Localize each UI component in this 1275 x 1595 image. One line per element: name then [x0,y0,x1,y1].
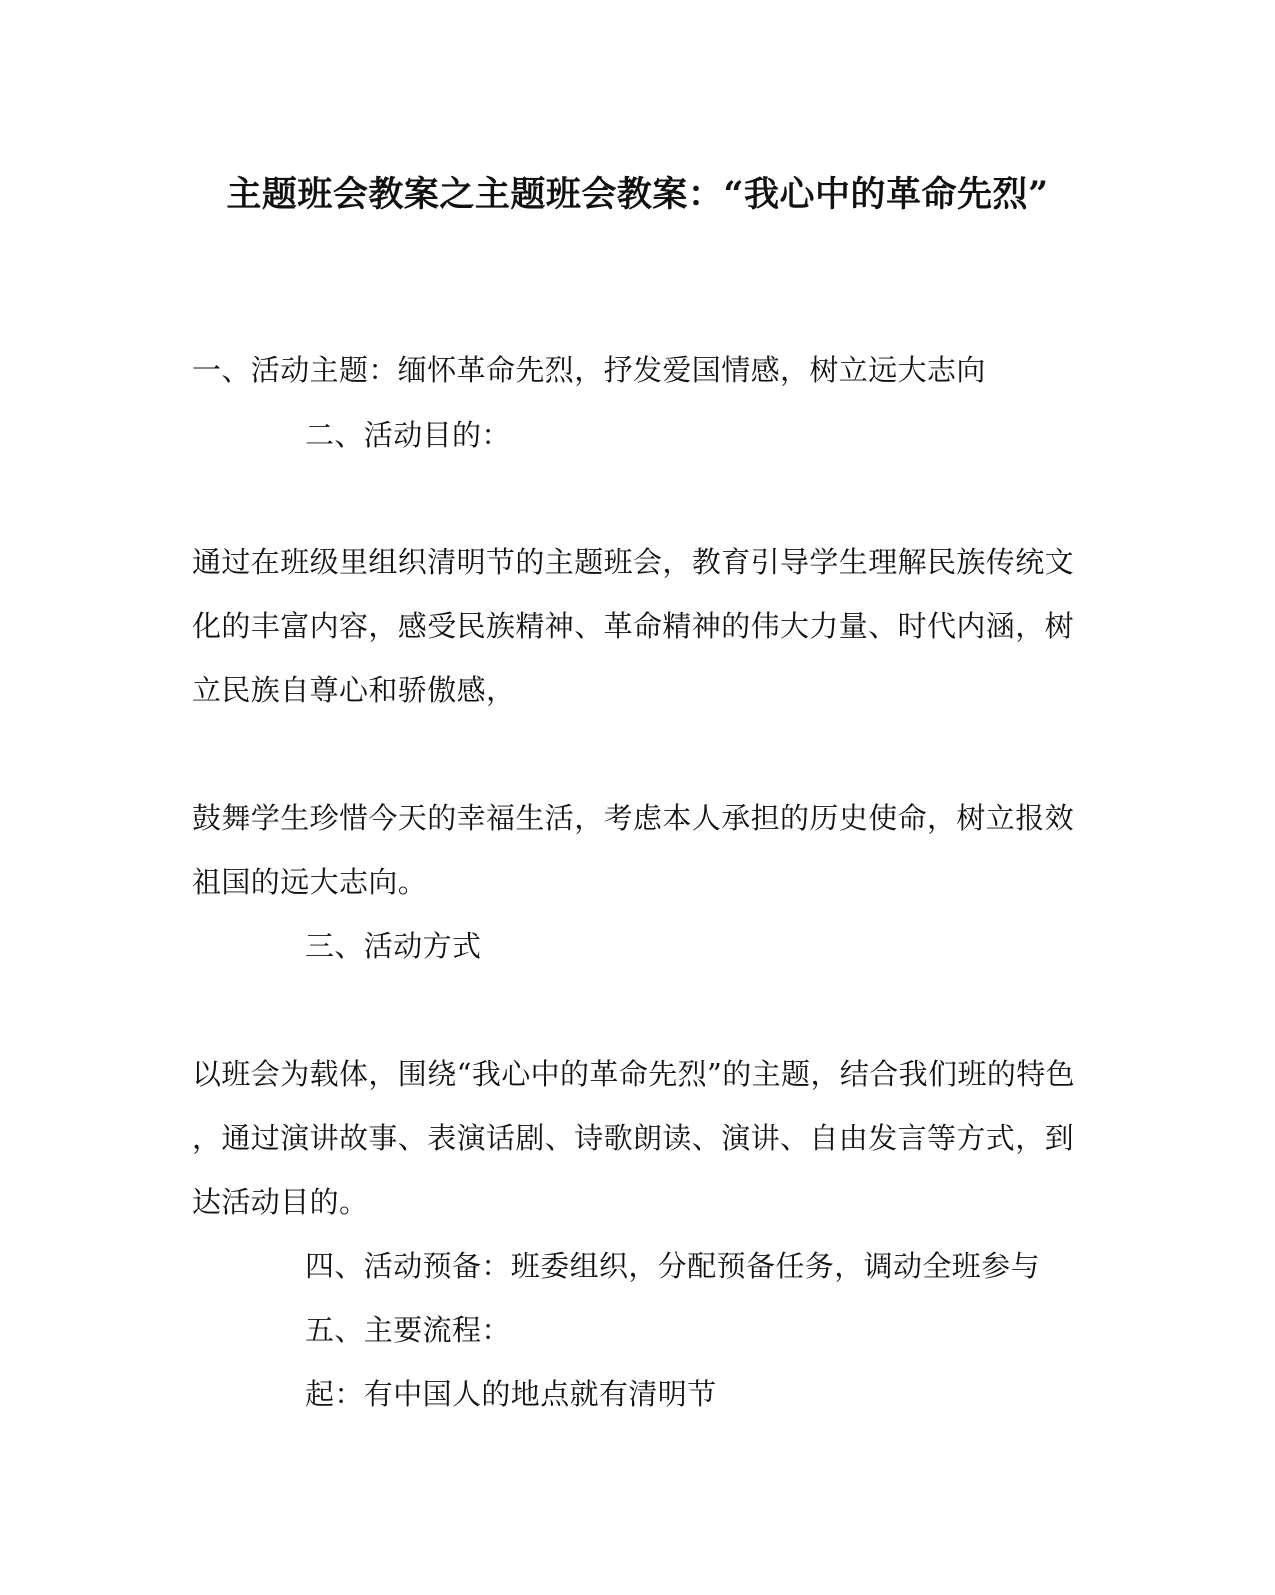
section-2-heading: 二、活动目的： [305,418,511,452]
paragraph-line: 祖国的远大志向。 [192,865,428,899]
paragraph-line: 化的丰富内容，感受民族精神、革命精神的伟大力量、时代内涵，树 [192,609,1075,643]
section-5-heading: 五、主要流程： [305,1313,511,1347]
document-title: 主题班会教案之主题班会教案：“我心中的革命先烈” [226,174,1049,215]
section-4-heading: 四、活动预备：班委组织，分配预备任务，调动全班参与 [305,1249,1041,1283]
process-step-line: 起：有中国人的地点就有清明节 [305,1377,717,1411]
paragraph-line: ，通过演讲故事、表演话剧、诗歌朗读、演讲、自由发言等方式，到 [192,1121,1075,1155]
paragraph-line: 以班会为载体，围绕“我心中的革命先烈”的主题，结合我们班的特色 [192,1057,1076,1091]
paragraph-line: 鼓舞学生珍惜今天的幸福生活，考虑本人承担的历史使命，树立报效 [192,801,1075,835]
paragraph-line: 达活动目的。 [192,1185,369,1219]
paragraph-line: 立民族自尊心和骄傲感， [192,673,516,707]
section-3-heading: 三、活动方式 [305,929,482,963]
paragraph-line: 通过在班级里组织清明节的主题班会，教育引导学生理解民族传统文 [192,545,1075,579]
section-1-theme: 一、活动主题：缅怀革命先烈，抒发爱国情感，树立远大志向 [192,353,986,387]
